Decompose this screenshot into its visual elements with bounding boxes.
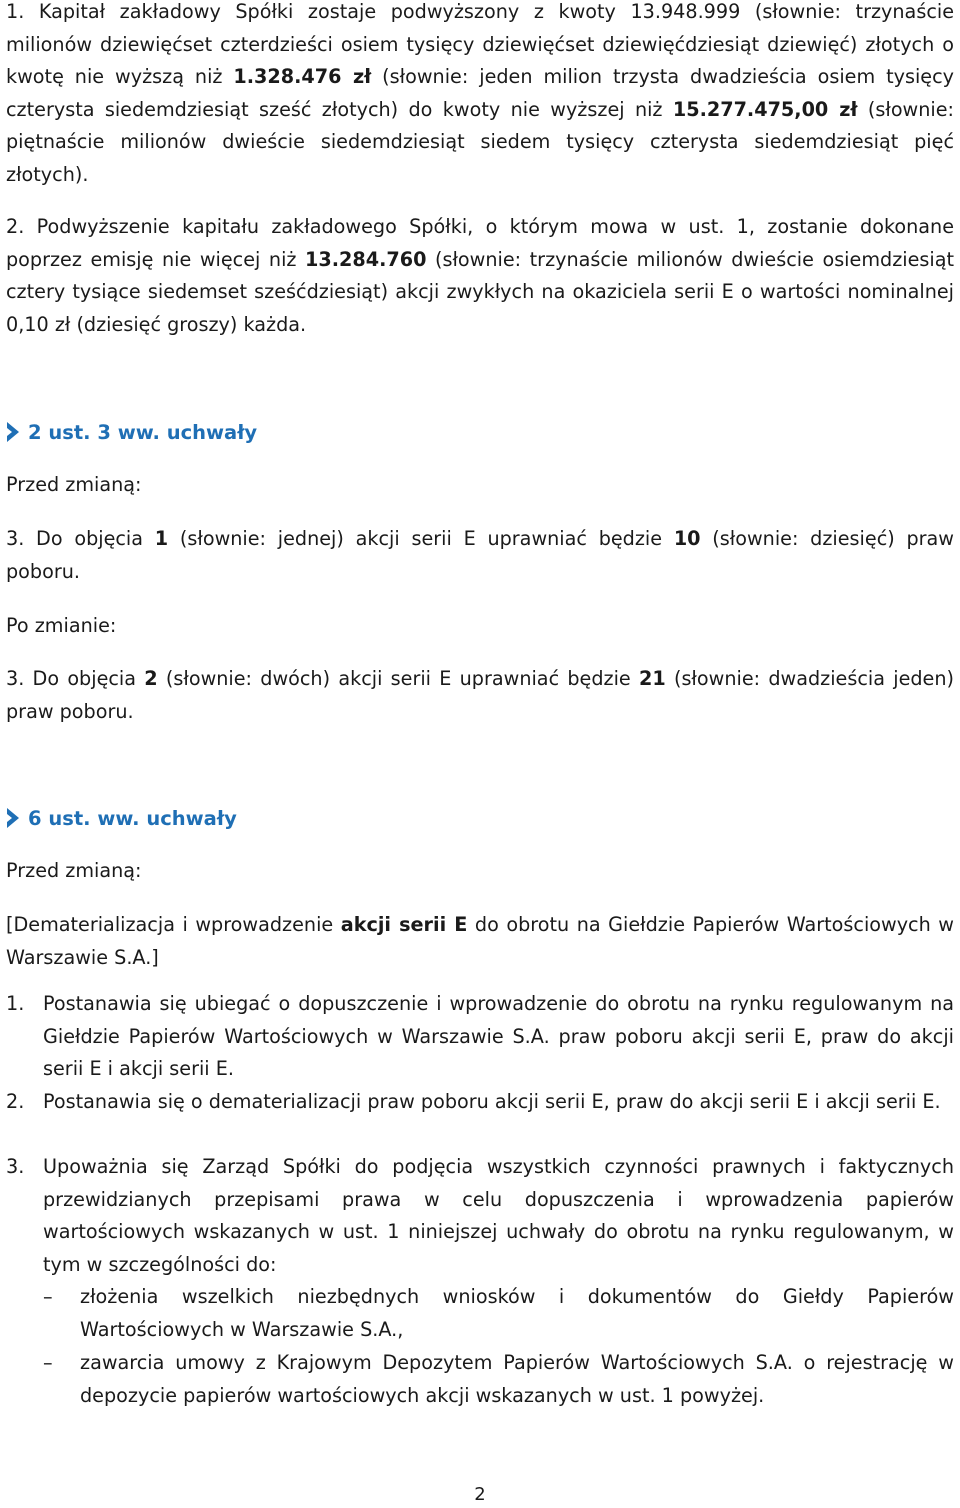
numbered-item [6,1086,954,1119]
text-fragment: 2. Podwyższenie kapitału zakładowego Spółki, o którym mowa w ust. 1, zostanie dokonane poprzez emisję nie więcej niż [6,215,954,271]
section-heading-6 [6,804,237,834]
text-fragment: (słownie: jednej) akcji serii E uprawniać będzie [168,527,674,550]
item-number: 3. [6,1155,25,1178]
dash-bullet: – [43,1351,53,1374]
bold-number: 1 [154,527,169,550]
label-after-change: Po zmianie: [6,614,117,637]
bold-number: 13.284.760 [305,247,427,271]
text-fragment: (słownie: dwóch) akcji serii E uprawniać będzie [157,667,639,690]
numbered-item [6,988,954,1086]
dash-bullet: – [43,1285,53,1308]
paragraph-capital-increase [6,0,954,191]
item-text: Postanawia się ubiegać o dopuszczenie i wprowadzenie do obrotu na rynku regulowanym na Giełdzie Papierów Wartościowych w Warszawie S.A. praw poboru akcji serii E, praw do akcji serii E i akcji serii E. [43,992,954,1080]
item-text: zawarcia umowy z Krajowym Depozytem Papierów Wartościowych S.A. o rejestrację w depozycie papierów wartościowych akcji wskazanych w ust. 1 powyżej. [80,1351,954,1407]
item-text: Upoważnia się Zarząd Spółki do podjęcia wszystkich czynności prawnych i faktycznych przewidzianych przepisami prawa w celu dopuszczenia i wprowadzenia papierów wartościowych wskazanych w ust. 1 niniejszej uchwały do obrotu na rynku regulowanym, w tym w szczególności do: [43,1155,954,1276]
numbered-item [6,1151,954,1281]
item-number: 1. [6,992,25,1015]
text-fragment: [Dematerializacja i wprowadzenie [6,913,341,936]
paragraph-after-change [6,663,954,728]
bold-amount: 15.277.475,00 zł [672,97,858,121]
item-number: 2. [6,1090,25,1113]
bold-number: 10 [673,527,701,550]
heading-text: 6 ust. ww. uchwały [28,807,237,830]
paragraph-share-issue [6,211,954,341]
text-fragment: (słownie: dziesięć) praw poboru. [6,527,954,583]
text-fragment: (słownie: dwadzieścia jeden) praw poboru. [6,667,955,723]
label-before-change-2: Przed zmianą: [6,859,142,882]
text-fragment: 3. Do objęcia [6,667,145,690]
text-fragment: (słownie: jeden milion trzysta dwadzieścia osiem tysięcy czterysta siedemdziesiąt sześć złotych) do kwoty nie wyższej niż [6,65,954,121]
label-before-change: Przed zmianą: [6,473,142,496]
text-fragment: 3. Do objęcia [6,527,155,550]
section-heading-2-3 [6,418,257,448]
dash-list-item [43,1347,954,1412]
item-text: złożenia wszelkich niezbędnych wniosków i dokumentów do Giełdy Papierów Wartościowych w Warszawie S.A., [80,1285,954,1341]
dash-list-item [43,1281,954,1346]
text-fragment: (słownie: piętnaście milionów dwieście siedemdziesiąt siedem tysięcy czterysta siedemdziesiąt pięć złotych). [6,97,955,186]
arrow-right-icon [6,421,20,443]
paragraph-before-change [6,523,954,588]
text-fragment: do obrotu na Giełdzie Papierów Wartościowych w Warszawie S.A.] [6,913,954,969]
text-fragment: (słownie: trzynaście milionów dwieście osiemdziesiąt cztery tysiące siedemset sześćdziesiąt) akcji zwykłych na okaziciela serii E o wartości nominalnej 0,10 zł (dziesięć groszy) każda. [6,247,955,336]
bold-term: akcji serii E [340,913,468,936]
text-fragment: 1. Kapitał zakładowy Spółki zostaje podwyższony z kwoty 13.948.999 (słownie: trzynaście milionów dziewięćset czterdzieści osiem tysięcy dziewięćset dziewięćdziesiąt dziewięć) złotych o kwotę nie wyższą niż [6,0,954,88]
heading-text: 2 ust. 3 ww. uchwały [28,421,258,444]
bold-number: 21 [639,667,666,690]
bold-amount: 1.328.476 zł [233,65,372,88]
page-number: 2 [474,1484,486,1505]
item-text: Postanawia się o dematerializacji praw poboru akcji serii E, praw do akcji serii E i akcji serii E. [43,1090,941,1113]
paragraph-dematerialization-title [6,909,954,974]
bold-number: 2 [144,667,158,690]
arrow-right-icon [6,807,20,829]
